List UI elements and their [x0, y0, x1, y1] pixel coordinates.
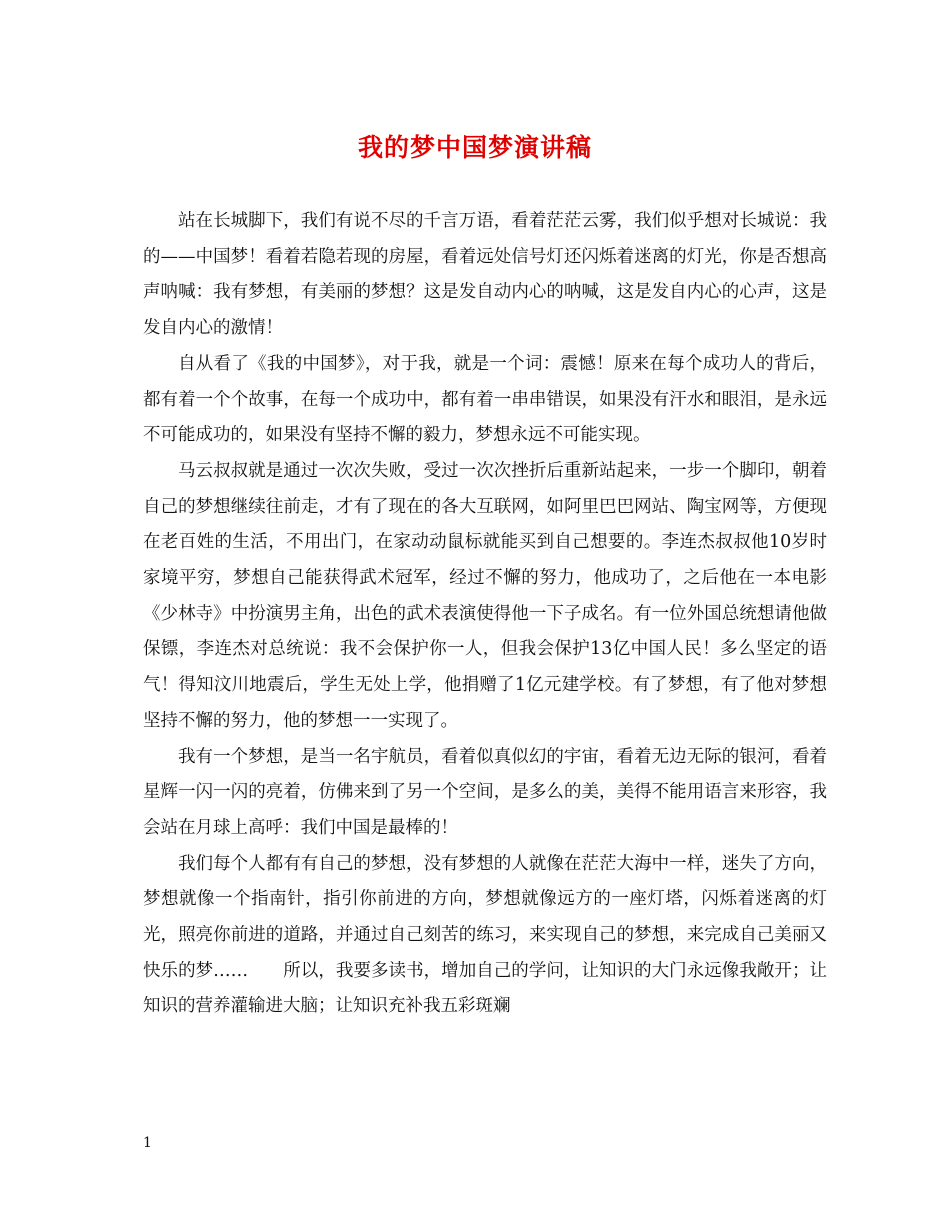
page-number: 1: [143, 1135, 152, 1151]
paragraph: 我有一个梦想，是当一名宇航员，看着似真似幻的宇宙，看着无边无际的银河，看着星辉一闪一闪的亮着，仿佛来到了另一个空间，是多么的美，美得不能用语言来形容，我会站在月球上高呼：我们中国是最棒的！: [143, 746, 827, 838]
paragraph: 我们每个人都有有自己的梦想，没有梦想的人就像在茫茫大海中一样，迷失了方向，梦想就像一个指南针，指引你前进的方向，梦想就像远方的一座灯塔，闪烁着迷离的灯光，照亮你前进的道路，并通过自己刻苦的练习，来实现自己的梦想，来完成自己美丽又快乐的梦…… 所以，我要多读书，增加自己的学问，让知识的大门永远像我敞开；让知识的营养灌输进大脑；让知识充补我五彩斑斓: [143, 853, 827, 1017]
paragraph: 自从看了《我的中国梦》，对于我，就是一个词：震憾！原来在每个成功人的背后，都有着一个个故事，在每一个成功中，都有着一串串错误，如果没有汗水和眼泪，是永远不可能成功的，如果没有坚持不懈的毅力，梦想永远不可能实现。: [143, 353, 827, 446]
document-title: 我的梦中国梦演讲稿: [357, 133, 592, 162]
document-body: [143, 204, 827, 1025]
paragraph: 站在长城脚下，我们有说不尽的千言万语，看着茫茫云雾，我们似乎想对长城说：我的——中国梦！看着若隐若现的房屋，看着远处信号灯还闪烁着迷离的灯光，你是否想高声呐喊：我有梦想，有美丽的梦想？这是发自动内心的呐喊，这是发自内心的心声，这是发自内心的激情！: [143, 211, 827, 339]
paragraph: 马云叔叔就是通过一次次失败，受过一次次挫折后重新站起来，一步一个脚印，朝着自己的梦想继续往前走，才有了现在的各大互联网，如阿里巴巴网站、陶宝网等，方便现在老百姓的生活，不用出门，在家动动鼠标就能买到自己想要的。李连杰叔叔他10岁时家境平穷，梦想自己能获得武术冠军，经过不懈的努力，他成功了，之后他在一本电影《少林寺》中扮演男主角，出色的武术表演使得他一下子成名。有一位外国总统想请他做保镖，李连杰对总统说：我不会保护你一人，但我会保护13亿中国人民！多么坚定的语气！得知汶川地震后，学生无处上学，他捐赠了1亿元建学校。有了梦想，有了他对梦想坚持不懈的努力，他的梦想一一实现了。: [143, 460, 827, 731]
